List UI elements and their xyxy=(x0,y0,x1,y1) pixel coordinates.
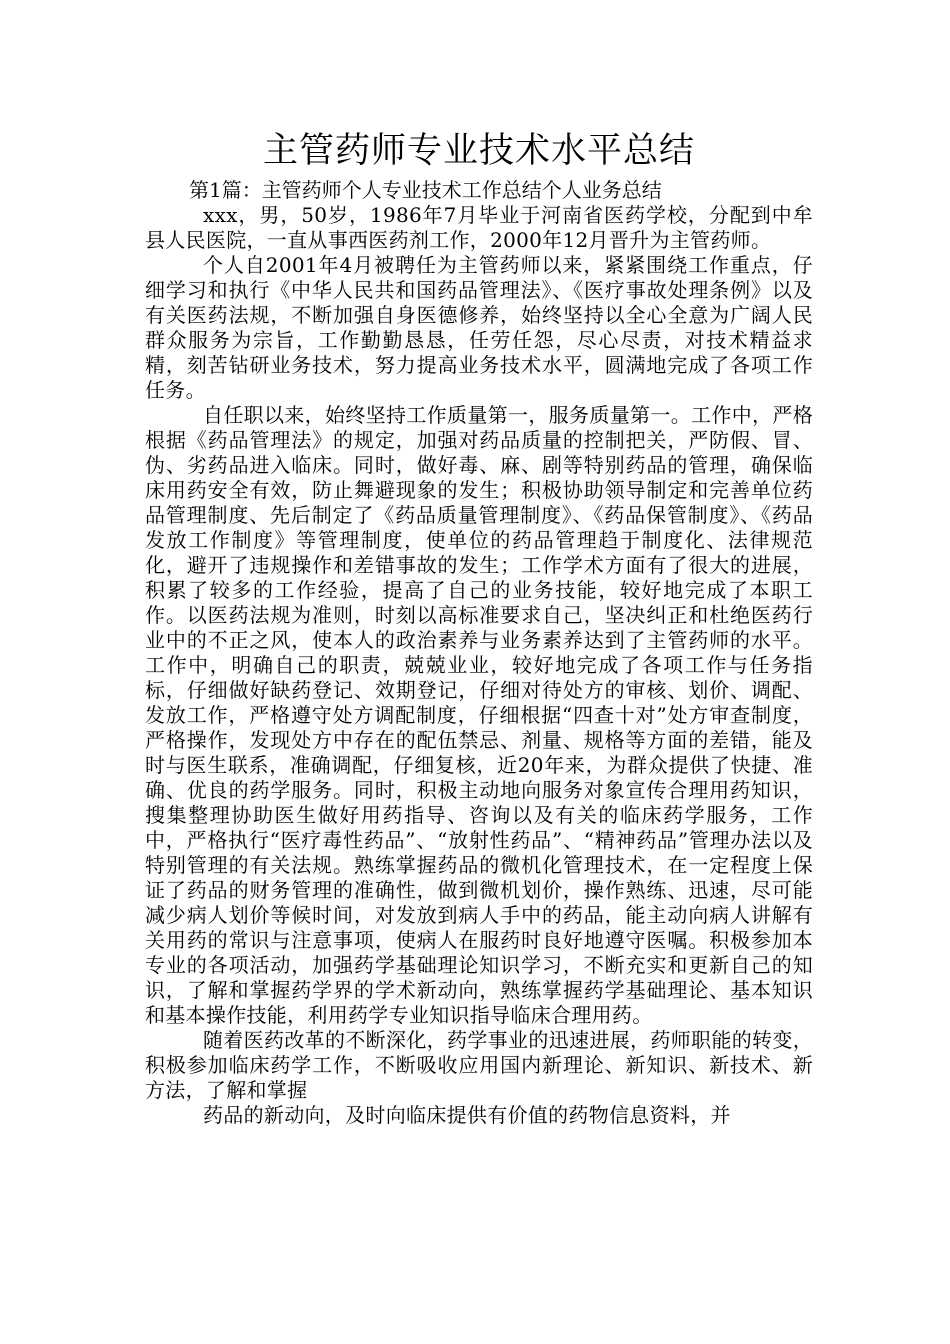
paragraph-work-quality: 自任职以来，始终坚持工作质量第一，服务质量第一。工作中，严格根据《药品管理法》的规定，加强对药品质量的控制把关，严防假、冒、伪、劣药品进入临床。同时，做好毒、麻、剧等特别药品的管理，确保临床用药安全有效，防止舞避现象的发生；积极协助领导制定和完善单位药品管理制度、先后制定了《药品质量管理制度》、《药品保管制度》、《药品发放工作制度》等管理制度，使单位的药品管理趋于制度化、法律规范化，避开了违规操作和差错事故的发生；工作学术方面有了很大的进展，积累了较多的工作经验，提高了自己的业务技能，较好地完成了本职工作。以医药法规为准则，时刻以高标准要求自己，坚决纠正和杜绝医药行业中的不正之风，使本人的政治素养与业务素养达到了主管药师的水平。工作中，明确自己的职责，兢兢业业，较好地完成了各项工作与任务指标，仔细做好缺药登记、效期登记，仔细对待处方的审核、划价、调配、发放工作，严格遵守处方调配制度，仔细根据“四查十对”处方审查制度，严格操作，发现处方中存在的配伍禁忌、剂量、规格等方面的差错，能及时与医生联系，准确调配，仔细复核，近20年来，为群众提供了快捷、准确、优良的药学服务。同时，积极主动地向服务对象宣传合理用药知识，搜集整理协助医生做好用药指导、咨询以及有关的临床药学服务，工作中，严格执行“医疗毒性药品”、“放射性药品”、“精神药品”管理办法以及特别管理的有关法规。熟练掌握药品的微机化管理技术，在一定程度上保证了药品的财务管理的准确性，做到微机划价，操作熟练、迅速，尽可能减少病人划价等候时间，对发放到病人手中的药品，能主动向病人讲解有关用药的常识与注意事项，使病人在服药时良好地遵守医嘱。积极参加本专业的各项活动，加强药学基础理论知识学习，不断充实和更新自己的知识，了解和掌握药学界的学术新动向，熟练掌握药学基础理论、基本知识和基本操作技能，利用药学专业知识指导临床合理用药。 xyxy=(145,403,813,1027)
paragraph-new-trends: 药品的新动向，及时向临床提供有价值的药物信息资料，并 xyxy=(203,1103,731,1127)
document-page xyxy=(145,126,813,1128)
paragraph-reform: 随着医药改革的不断深化，药学事业的迅速进展，药师职能的转变，积极参加临床药学工作，不断吸收应用国内新理论、新知识、新技术、新方法，了解和掌握 xyxy=(145,1028,813,1102)
section-heading: 第1篇：主管药师个人专业技术工作总结个人业务总结 xyxy=(189,178,662,202)
document-title: 主管药师专业技术水平总结 xyxy=(262,131,695,171)
paragraph-intro: xxx，男，50岁，1986年7月毕业于河南省医药学校，分配到中牟县人民医院，一直从事西医药剂工作，2000年12月晋升为主管药师。 xyxy=(145,203,813,252)
paragraph-appointment: 个人自2001年4月被聘任为主管药师以来，紧紧围绕工作重点，仔细学习和执行《中华人民共和国药品管理法》、《医疗事故处理条例》以及有关医药法规，不断加强自身医德修养，始终坚持以全心全意为广阔人民群众服务为宗旨，工作勤勤恳恳，任劳任怨，尽心尽责，对技术精益求精，刻苦钻研业务技术，努力提高业务技术水平，圆满地完成了各项工作任务。 xyxy=(145,253,813,402)
